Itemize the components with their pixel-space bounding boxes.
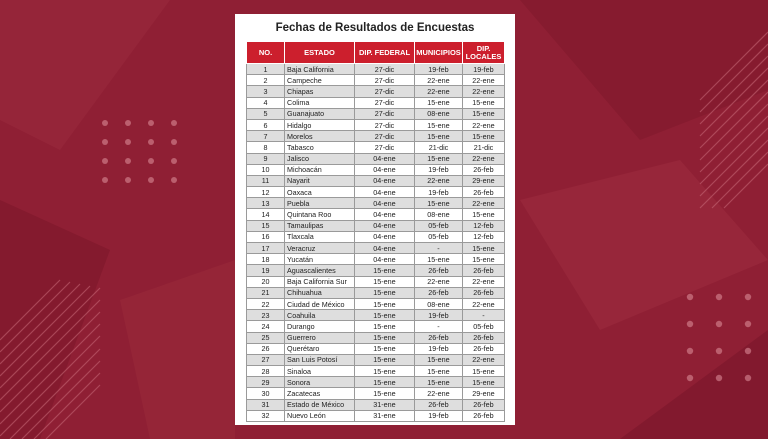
cell-dip-federal: 15-ene bbox=[355, 343, 415, 354]
cell-dip-federal: 15-ene bbox=[355, 321, 415, 332]
cell-no: 6 bbox=[247, 119, 285, 130]
cell-municipios: 08-ene bbox=[415, 298, 463, 309]
cell-dip-federal: 31-ene bbox=[355, 399, 415, 410]
cell-dip-federal: 04-ene bbox=[355, 209, 415, 220]
cell-municipios: - bbox=[415, 243, 463, 254]
cell-dip-federal: 27-dic bbox=[355, 108, 415, 119]
cell-municipios: 05-feb bbox=[415, 231, 463, 242]
cell-dip-locales: 29-ene bbox=[463, 388, 505, 399]
table-row bbox=[247, 209, 505, 220]
cell-municipios: 19-feb bbox=[415, 187, 463, 198]
cell-estado: Nayarit bbox=[285, 175, 355, 186]
cell-municipios: 26-feb bbox=[415, 287, 463, 298]
table-row bbox=[247, 97, 505, 108]
cell-municipios: 19-feb bbox=[415, 343, 463, 354]
cell-dip-federal: 04-ene bbox=[355, 254, 415, 265]
cell-dip-locales: 12-feb bbox=[463, 220, 505, 231]
cell-no: 9 bbox=[247, 153, 285, 164]
cell-dip-federal: 27-dic bbox=[355, 142, 415, 153]
cell-municipios: 22-ene bbox=[415, 276, 463, 287]
cell-dip-federal: 27-dic bbox=[355, 86, 415, 97]
cell-estado: Colima bbox=[285, 97, 355, 108]
table-row bbox=[247, 310, 505, 321]
cell-municipios: 15-ene bbox=[415, 366, 463, 377]
cell-no: 17 bbox=[247, 243, 285, 254]
cell-municipios: 19-feb bbox=[415, 64, 463, 75]
cell-dip-locales: 26-feb bbox=[463, 410, 505, 421]
cell-dip-locales: 26-feb bbox=[463, 187, 505, 198]
table-row bbox=[247, 399, 505, 410]
cell-dip-locales: 12-feb bbox=[463, 231, 505, 242]
cell-estado: Baja California Sur bbox=[285, 276, 355, 287]
table-row bbox=[247, 343, 505, 354]
table-row bbox=[247, 265, 505, 276]
cell-no: 29 bbox=[247, 377, 285, 388]
cell-no: 25 bbox=[247, 332, 285, 343]
cell-no: 15 bbox=[247, 220, 285, 231]
cell-estado: Aguascalientes bbox=[285, 265, 355, 276]
cell-municipios: 19-feb bbox=[415, 164, 463, 175]
cell-dip-locales: 22-ene bbox=[463, 86, 505, 97]
table-row bbox=[247, 332, 505, 343]
cell-dip-federal: 04-ene bbox=[355, 175, 415, 186]
cell-no: 8 bbox=[247, 142, 285, 153]
cell-estado: Coahuila bbox=[285, 310, 355, 321]
table-row bbox=[247, 287, 505, 298]
table-row bbox=[247, 231, 505, 242]
cell-dip-locales: 15-ene bbox=[463, 243, 505, 254]
cell-municipios: 26-feb bbox=[415, 332, 463, 343]
cell-dip-federal: 15-ene bbox=[355, 298, 415, 309]
table-row bbox=[247, 243, 505, 254]
table-row bbox=[247, 276, 505, 287]
cell-dip-federal: 27-dic bbox=[355, 64, 415, 75]
table-row bbox=[247, 164, 505, 175]
cell-estado: Oaxaca bbox=[285, 187, 355, 198]
cell-dip-federal: 04-ene bbox=[355, 187, 415, 198]
cell-estado: Nuevo León bbox=[285, 410, 355, 421]
cell-municipios: - bbox=[415, 321, 463, 332]
cell-municipios: 21-dic bbox=[415, 142, 463, 153]
cell-estado: Querétaro bbox=[285, 343, 355, 354]
table-header bbox=[247, 42, 505, 64]
cell-no: 16 bbox=[247, 231, 285, 242]
cell-dip-locales: 15-ene bbox=[463, 108, 505, 119]
cell-dip-federal: 15-ene bbox=[355, 354, 415, 365]
cell-municipios: 08-ene bbox=[415, 108, 463, 119]
cell-municipios: 22-ene bbox=[415, 75, 463, 86]
cell-estado: Veracruz bbox=[285, 243, 355, 254]
table-row bbox=[247, 198, 505, 209]
survey-dates-table bbox=[246, 41, 505, 422]
cell-no: 30 bbox=[247, 388, 285, 399]
cell-no: 4 bbox=[247, 97, 285, 108]
cell-no: 3 bbox=[247, 86, 285, 97]
cell-dip-locales: 26-feb bbox=[463, 265, 505, 276]
cell-dip-locales: 19-feb bbox=[463, 64, 505, 75]
cell-dip-federal: 27-dic bbox=[355, 97, 415, 108]
cell-municipios: 19-feb bbox=[415, 410, 463, 421]
cell-dip-federal: 15-ene bbox=[355, 388, 415, 399]
cell-dip-federal: 15-ene bbox=[355, 377, 415, 388]
table-row bbox=[247, 220, 505, 231]
cell-estado: Sonora bbox=[285, 377, 355, 388]
cell-no: 11 bbox=[247, 175, 285, 186]
cell-estado: Hidalgo bbox=[285, 119, 355, 130]
cell-estado: Guerrero bbox=[285, 332, 355, 343]
results-card bbox=[235, 14, 515, 425]
cell-no: 27 bbox=[247, 354, 285, 365]
cell-estado: Sinaloa bbox=[285, 366, 355, 377]
cell-municipios: 15-ene bbox=[415, 131, 463, 142]
table-row bbox=[247, 354, 505, 365]
table-row bbox=[247, 298, 505, 309]
cell-estado: Yucatán bbox=[285, 254, 355, 265]
cell-dip-locales: 15-ene bbox=[463, 97, 505, 108]
cell-municipios: 15-ene bbox=[415, 198, 463, 209]
cell-no: 2 bbox=[247, 75, 285, 86]
cell-dip-federal: 15-ene bbox=[355, 265, 415, 276]
cell-no: 22 bbox=[247, 298, 285, 309]
table-title: Fechas de Resultados de Encuestas bbox=[275, 22, 475, 34]
cell-dip-locales: 26-feb bbox=[463, 164, 505, 175]
table-row bbox=[247, 254, 505, 265]
cell-dip-locales: 22-ene bbox=[463, 153, 505, 164]
cell-dip-federal: 04-ene bbox=[355, 164, 415, 175]
cell-dip-federal: 15-ene bbox=[355, 276, 415, 287]
cell-no: 10 bbox=[247, 164, 285, 175]
header-municipios: MUNICIPIOS bbox=[415, 42, 463, 64]
cell-dip-federal: 31-ene bbox=[355, 410, 415, 421]
header-no: NO. bbox=[247, 42, 285, 64]
cell-municipios: 22-ene bbox=[415, 86, 463, 97]
cell-dip-locales: 26-feb bbox=[463, 399, 505, 410]
cell-dip-federal: 04-ene bbox=[355, 220, 415, 231]
cell-dip-federal: 15-ene bbox=[355, 310, 415, 321]
cell-no: 28 bbox=[247, 366, 285, 377]
cell-dip-locales: 26-feb bbox=[463, 287, 505, 298]
header-estado: ESTADO bbox=[285, 42, 355, 64]
cell-no: 5 bbox=[247, 108, 285, 119]
cell-dip-locales: 22-ene bbox=[463, 75, 505, 86]
cell-no: 24 bbox=[247, 321, 285, 332]
cell-municipios: 26-feb bbox=[415, 265, 463, 276]
cell-dip-locales: 15-ene bbox=[463, 377, 505, 388]
cell-dip-federal: 27-dic bbox=[355, 75, 415, 86]
cell-dip-locales: 21-dic bbox=[463, 142, 505, 153]
table-row bbox=[247, 366, 505, 377]
cell-dip-locales: 15-ene bbox=[463, 366, 505, 377]
cell-no: 18 bbox=[247, 254, 285, 265]
table-row bbox=[247, 75, 505, 86]
cell-dip-locales: 22-ene bbox=[463, 119, 505, 130]
cell-no: 21 bbox=[247, 287, 285, 298]
table-row bbox=[247, 410, 505, 421]
cell-dip-locales: 22-ene bbox=[463, 198, 505, 209]
cell-dip-federal: 04-ene bbox=[355, 243, 415, 254]
cell-estado: Zacatecas bbox=[285, 388, 355, 399]
cell-municipios: 15-ene bbox=[415, 354, 463, 365]
table-body bbox=[247, 64, 505, 422]
table-row bbox=[247, 142, 505, 153]
cell-dip-federal: 15-ene bbox=[355, 366, 415, 377]
table-row bbox=[247, 131, 505, 142]
table-row bbox=[247, 388, 505, 399]
cell-estado: Durango bbox=[285, 321, 355, 332]
cell-dip-locales: 05-feb bbox=[463, 321, 505, 332]
dot-grid-left bbox=[102, 120, 177, 183]
cell-dip-locales: - bbox=[463, 310, 505, 321]
cell-dip-federal: 27-dic bbox=[355, 131, 415, 142]
cell-no: 31 bbox=[247, 399, 285, 410]
cell-estado: Estado de México bbox=[285, 399, 355, 410]
table-row bbox=[247, 377, 505, 388]
cell-no: 12 bbox=[247, 187, 285, 198]
cell-dip-federal: 04-ene bbox=[355, 198, 415, 209]
cell-estado: Puebla bbox=[285, 198, 355, 209]
cell-estado: Michoacán bbox=[285, 164, 355, 175]
cell-no: 19 bbox=[247, 265, 285, 276]
cell-dip-locales: 15-ene bbox=[463, 254, 505, 265]
cell-municipios: 22-ene bbox=[415, 175, 463, 186]
cell-dip-locales: 26-feb bbox=[463, 332, 505, 343]
header-row bbox=[247, 42, 505, 64]
cell-estado: San Luis Potosí bbox=[285, 354, 355, 365]
table-row bbox=[247, 321, 505, 332]
cell-municipios: 15-ene bbox=[415, 254, 463, 265]
cell-estado: Chihuahua bbox=[285, 287, 355, 298]
cell-no: 26 bbox=[247, 343, 285, 354]
cell-municipios: 19-feb bbox=[415, 310, 463, 321]
cell-municipios: 15-ene bbox=[415, 97, 463, 108]
cell-municipios: 15-ene bbox=[415, 377, 463, 388]
cell-dip-locales: 29-ene bbox=[463, 175, 505, 186]
cell-no: 20 bbox=[247, 276, 285, 287]
cell-no: 14 bbox=[247, 209, 285, 220]
cell-estado: Baja California bbox=[285, 64, 355, 75]
cell-estado: Tabasco bbox=[285, 142, 355, 153]
cell-dip-federal: 27-dic bbox=[355, 119, 415, 130]
table-row bbox=[247, 64, 505, 75]
cell-no: 32 bbox=[247, 410, 285, 421]
cell-dip-locales: 15-ene bbox=[463, 209, 505, 220]
cell-dip-federal: 04-ene bbox=[355, 153, 415, 164]
cell-dip-locales: 15-ene bbox=[463, 131, 505, 142]
cell-municipios: 26-feb bbox=[415, 399, 463, 410]
cell-estado: Tamaulipas bbox=[285, 220, 355, 231]
cell-no: 7 bbox=[247, 131, 285, 142]
table-row bbox=[247, 187, 505, 198]
table-row bbox=[247, 108, 505, 119]
cell-dip-federal: 04-ene bbox=[355, 231, 415, 242]
cell-municipios: 22-ene bbox=[415, 388, 463, 399]
cell-estado: Campeche bbox=[285, 75, 355, 86]
cell-dip-locales: 22-ene bbox=[463, 298, 505, 309]
cell-estado: Jalisco bbox=[285, 153, 355, 164]
table-row bbox=[247, 86, 505, 97]
cell-no: 23 bbox=[247, 310, 285, 321]
cell-municipios: 15-ene bbox=[415, 119, 463, 130]
cell-municipios: 15-ene bbox=[415, 153, 463, 164]
cell-no: 1 bbox=[247, 64, 285, 75]
cell-estado: Quintana Roo bbox=[285, 209, 355, 220]
cell-municipios: 08-ene bbox=[415, 209, 463, 220]
cell-estado: Tlaxcala bbox=[285, 231, 355, 242]
cell-estado: Chiapas bbox=[285, 86, 355, 97]
header-dip-federal: DIP. FEDERAL bbox=[355, 42, 415, 64]
cell-estado: Morelos bbox=[285, 131, 355, 142]
cell-estado: Ciudad de México bbox=[285, 298, 355, 309]
table-row bbox=[247, 119, 505, 130]
cell-dip-locales: 26-feb bbox=[463, 343, 505, 354]
table-row bbox=[247, 175, 505, 186]
table-row bbox=[247, 153, 505, 164]
header-dip-locales: DIP. LOCALES bbox=[463, 42, 505, 64]
cell-dip-locales: 22-ene bbox=[463, 276, 505, 287]
cell-dip-federal: 15-ene bbox=[355, 332, 415, 343]
cell-estado: Guanajuato bbox=[285, 108, 355, 119]
cell-municipios: 05-feb bbox=[415, 220, 463, 231]
cell-dip-locales: 22-ene bbox=[463, 354, 505, 365]
cell-no: 13 bbox=[247, 198, 285, 209]
cell-dip-federal: 15-ene bbox=[355, 287, 415, 298]
